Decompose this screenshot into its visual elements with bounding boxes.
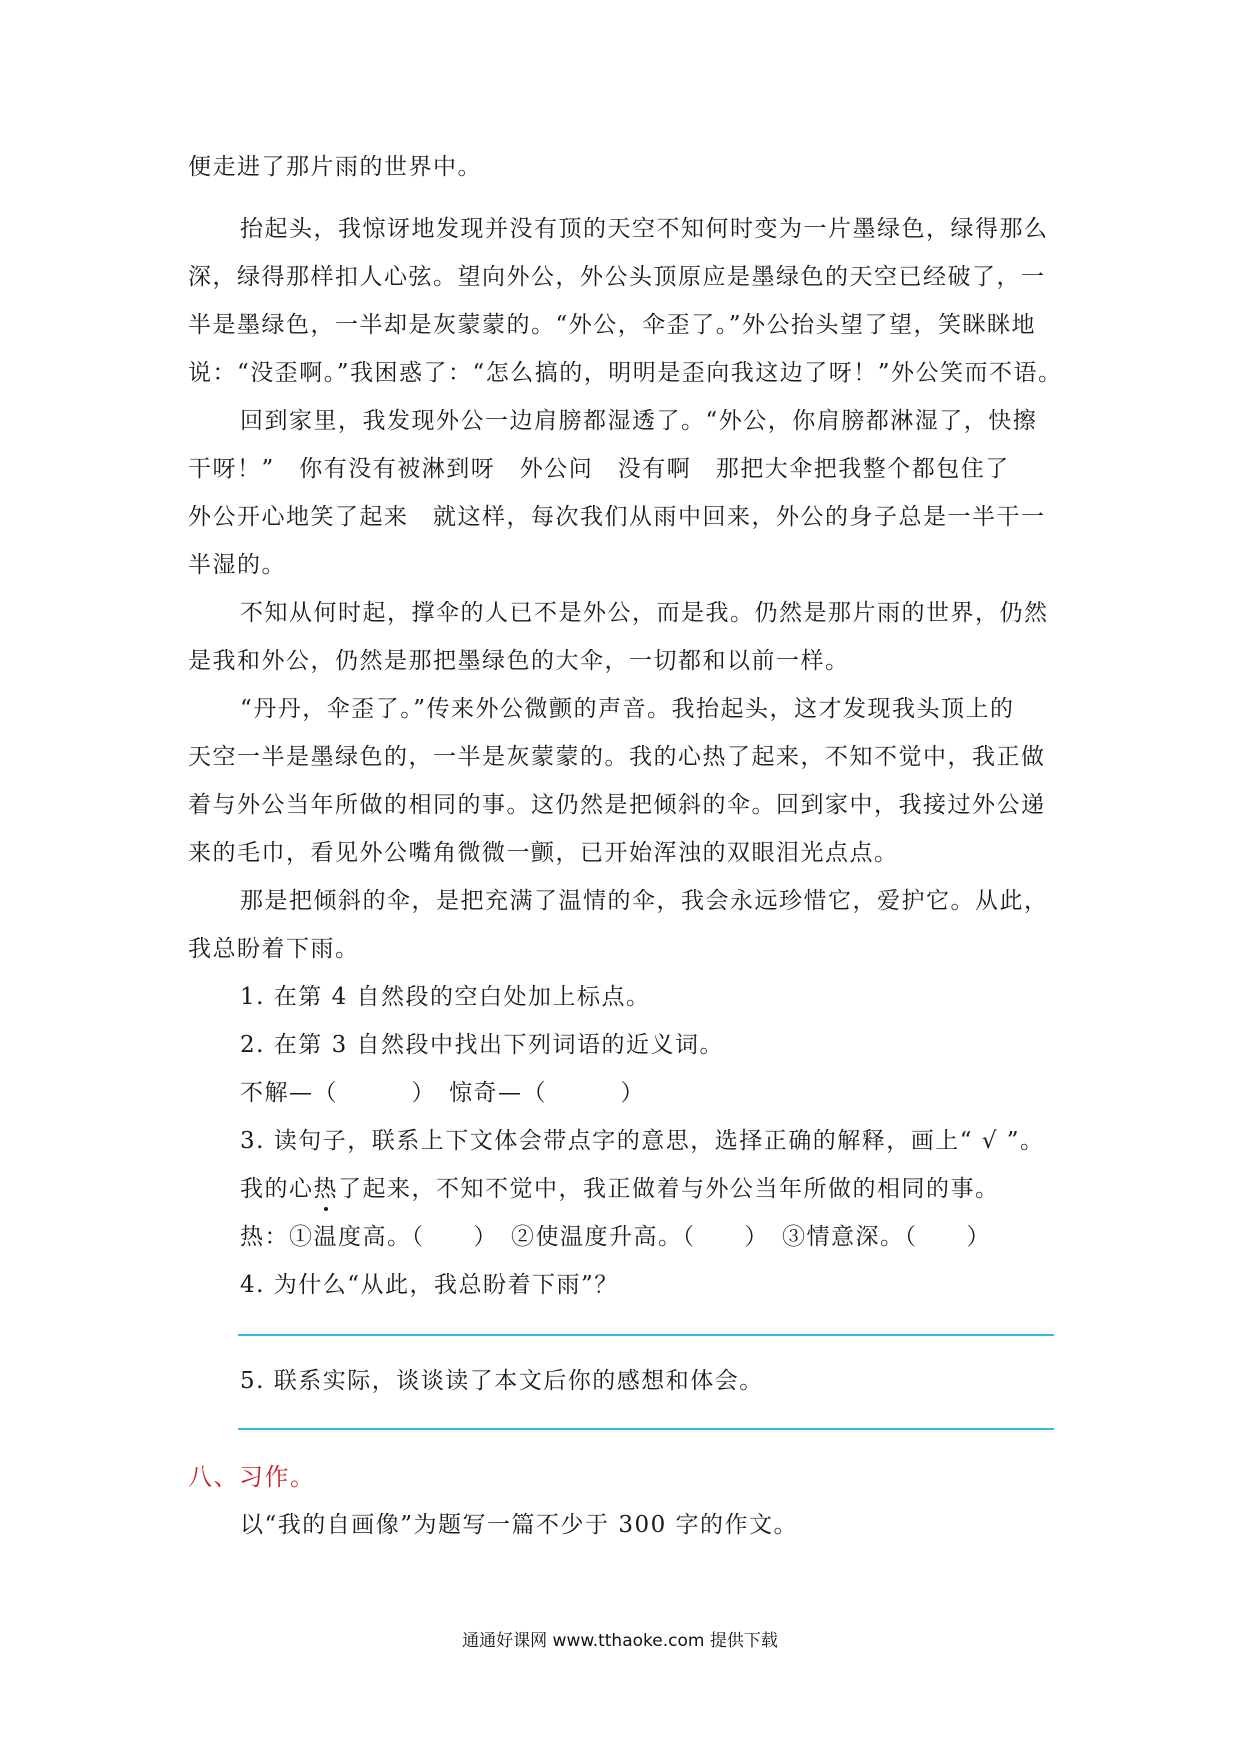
question-2-blanks: 不解—（ ） 惊奇—（ ） [240, 1080, 645, 1106]
passage-line: 便走进了那片雨的世界中。 [188, 154, 482, 180]
answer-line[interactable] [238, 1334, 1054, 1336]
passage-line: 来的毛巾，看见外公嘴角微微一颤，已开始浑浊的双眼泪光点点。 [188, 840, 899, 866]
passage-line: 干呀！” 你有没有被淋到呀 外公问 没有啊 那把大伞把我整个都包住了 [188, 456, 1010, 482]
question-4: 4. 为什么“从此，我总盼着下雨”？ [240, 1272, 619, 1298]
passage-line: 那是把倾斜的伞，是把充满了温情的伞，我会永远珍惜它，爱护它。从此， [240, 888, 1049, 914]
passage-line: 深，绿得那样扣人心弦。望向外公，外公头顶原应是墨绿色的天空已经破了，一 [188, 264, 1046, 290]
passage-line: 我总盼着下雨。 [188, 936, 360, 962]
question-3-sentence [240, 1174, 1000, 1204]
passage-line: 说：“没歪啊。”我困惑了：“怎么搞的，明明是歪向我这边了呀！”外公笑而不语。 [188, 360, 1063, 386]
section-heading: 八、习作。 [188, 1463, 316, 1491]
answer-line[interactable] [238, 1428, 1054, 1430]
dotted-character: 热 [313, 1176, 338, 1202]
passage-line: 半是墨绿色，一半却是灰蒙蒙的。“外公，伞歪了。”外公抬头望了望，笑眯眯地 [188, 312, 1037, 338]
sentence-part: 我的心 [240, 1176, 314, 1202]
passage-line: 半湿的。 [188, 552, 286, 578]
footer-credit: 通通好课网 www.tthaoke.com 提供下载 [462, 1631, 778, 1651]
question-2: 2. 在第 3 自然段中找出下列词语的近义词。 [240, 1032, 725, 1058]
sentence-part: 了起来，不知不觉中，我正做着与外公当年所做的相同的事。 [338, 1176, 1000, 1202]
passage-line: 着与外公当年所做的相同的事。这仍然是把倾斜的伞。回到家中，我接过外公递 [188, 792, 1046, 818]
passage-line: 回到家里，我发现外公一边肩膀都湿透了。“外公，你肩膀都淋湿了，快擦 [240, 408, 1038, 434]
question-1: 1. 在第 4 自然段的空白处加上标点。 [240, 984, 651, 1010]
passage-line: 抬起头，我惊讶地发现并没有顶的天空不知何时变为一片墨绿色，绿得那么 [240, 216, 1049, 242]
passage-line: 不知从何时起，撑伞的人已不是外公，而是我。仍然是那片雨的世界，仍然 [240, 600, 1049, 626]
question-3: 3. 读句子，联系上下文体会带点字的意思，选择正确的解释，画上“ √ ”。 [240, 1128, 1045, 1154]
essay-prompt: 以“我的自画像”为题写一篇不少于 300 字的作文。 [240, 1512, 799, 1538]
question-3-options: 热：①温度高。（ ） ②使温度升高。（ ） ③情意深。（ ） [240, 1224, 991, 1250]
passage-line: “丹丹，伞歪了。”传来外公微颤的声音。我抬起头，这才发现我头顶上的 [240, 696, 1015, 722]
passage-line: 外公开心地笑了起来 就这样，每次我们从雨中回来，外公的身子总是一半干一 [188, 504, 1046, 530]
question-5: 5. 联系实际，谈谈读了本文后你的感想和体会。 [240, 1368, 764, 1394]
passage-line: 是我和外公，仍然是那把墨绿色的大伞，一切都和以前一样。 [188, 648, 850, 674]
passage-line: 天空一半是墨绿色的，一半是灰蒙蒙的。我的心热了起来，不知不觉中，我正做 [188, 744, 1046, 770]
